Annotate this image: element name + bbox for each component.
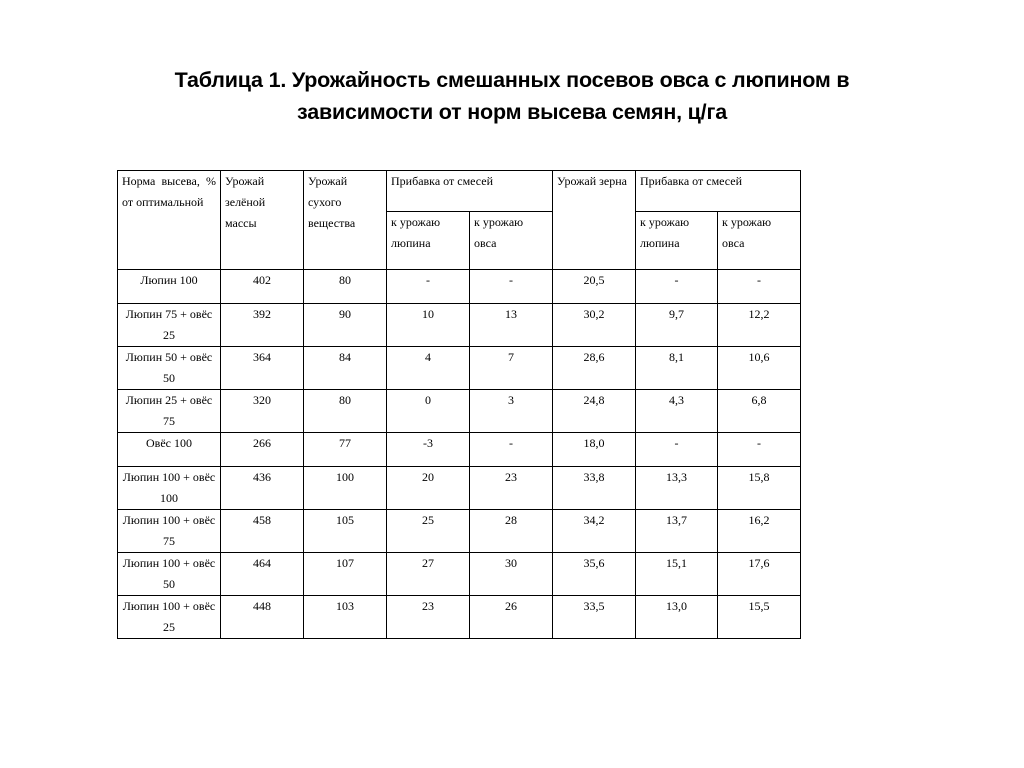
cell-gain-oats: 3 bbox=[470, 390, 553, 433]
cell-grain-gain-oats: - bbox=[718, 433, 801, 467]
cell-dry-matter: 100 bbox=[304, 467, 387, 510]
cell-green-mass: 436 bbox=[221, 467, 304, 510]
table-row bbox=[118, 304, 801, 347]
table-row bbox=[118, 553, 801, 596]
header-gain-grain: Прибавка от смесей bbox=[636, 171, 801, 212]
cell-gain-oats: 7 bbox=[470, 347, 553, 390]
cell-grain: 34,2 bbox=[553, 510, 636, 553]
cell-gain-lupin: 23 bbox=[387, 596, 470, 639]
table-row bbox=[118, 433, 801, 467]
cell-gain-oats: 13 bbox=[470, 304, 553, 347]
subheader-oats-2: к урожаю овса bbox=[718, 212, 801, 270]
cell-green-mass: 458 bbox=[221, 510, 304, 553]
page-title bbox=[100, 64, 924, 128]
row-name: Люпин 100 + овёс 50 bbox=[118, 553, 221, 596]
cell-grain-gain-lupin: 9,7 bbox=[636, 304, 718, 347]
cell-green-mass: 448 bbox=[221, 596, 304, 639]
cell-green-mass: 266 bbox=[221, 433, 304, 467]
header-norm: Норма высева, % от оптимальной bbox=[118, 171, 221, 270]
header-dry-matter: Урожай сухого вещества bbox=[304, 171, 387, 270]
subheader-oats-1: к урожаю овса bbox=[470, 212, 553, 270]
cell-dry-matter: 84 bbox=[304, 347, 387, 390]
cell-dry-matter: 90 bbox=[304, 304, 387, 347]
row-name: Люпин 100 + овёс 75 bbox=[118, 510, 221, 553]
cell-gain-lupin: - bbox=[387, 270, 470, 304]
cell-grain-gain-oats: 10,6 bbox=[718, 347, 801, 390]
table-row bbox=[118, 510, 801, 553]
cell-grain: 28,6 bbox=[553, 347, 636, 390]
title-line-2: зависимости от норм высева семян, ц/га bbox=[297, 100, 727, 124]
cell-gain-oats: 30 bbox=[470, 553, 553, 596]
cell-grain: 33,8 bbox=[553, 467, 636, 510]
cell-grain-gain-lupin: 13,3 bbox=[636, 467, 718, 510]
table-row bbox=[118, 270, 801, 304]
cell-green-mass: 364 bbox=[221, 347, 304, 390]
cell-gain-oats: 23 bbox=[470, 467, 553, 510]
cell-grain: 30,2 bbox=[553, 304, 636, 347]
cell-grain: 24,8 bbox=[553, 390, 636, 433]
cell-gain-lupin: 25 bbox=[387, 510, 470, 553]
header-grain: Урожай зерна bbox=[553, 171, 636, 270]
cell-grain-gain-oats: 17,6 bbox=[718, 553, 801, 596]
cell-grain: 20,5 bbox=[553, 270, 636, 304]
cell-dry-matter: 107 bbox=[304, 553, 387, 596]
cell-grain-gain-oats: 16,2 bbox=[718, 510, 801, 553]
row-name: Люпин 100 + овёс 25 bbox=[118, 596, 221, 639]
cell-grain-gain-lupin: 4,3 bbox=[636, 390, 718, 433]
cell-green-mass: 402 bbox=[221, 270, 304, 304]
cell-grain-gain-lupin: - bbox=[636, 433, 718, 467]
cell-dry-matter: 105 bbox=[304, 510, 387, 553]
table-row bbox=[118, 467, 801, 510]
cell-grain-gain-lupin: 15,1 bbox=[636, 553, 718, 596]
header-green-mass: Урожай зелёной массы bbox=[221, 171, 304, 270]
cell-gain-oats: - bbox=[470, 433, 553, 467]
table-row bbox=[118, 347, 801, 390]
cell-green-mass: 392 bbox=[221, 304, 304, 347]
cell-gain-lupin: 20 bbox=[387, 467, 470, 510]
cell-green-mass: 320 bbox=[221, 390, 304, 433]
cell-dry-matter: 77 bbox=[304, 433, 387, 467]
cell-dry-matter: 80 bbox=[304, 390, 387, 433]
cell-gain-oats: 28 bbox=[470, 510, 553, 553]
table-row bbox=[118, 390, 801, 433]
cell-dry-matter: 80 bbox=[304, 270, 387, 304]
row-name: Люпин 50 + овёс 50 bbox=[118, 347, 221, 390]
cell-gain-lupin: 27 bbox=[387, 553, 470, 596]
subheader-lupin-2: к урожаю люпина bbox=[636, 212, 718, 270]
cell-grain-gain-oats: - bbox=[718, 270, 801, 304]
cell-grain-gain-oats: 15,8 bbox=[718, 467, 801, 510]
cell-gain-oats: - bbox=[470, 270, 553, 304]
cell-gain-lupin: 4 bbox=[387, 347, 470, 390]
yield-table bbox=[117, 170, 801, 639]
cell-grain-gain-lupin: 13,0 bbox=[636, 596, 718, 639]
cell-grain-gain-oats: 12,2 bbox=[718, 304, 801, 347]
header-row bbox=[118, 171, 801, 212]
row-name: Люпин 100 bbox=[118, 270, 221, 304]
header-gain-dry: Прибавка от смесей bbox=[387, 171, 553, 212]
row-name: Овёс 100 bbox=[118, 433, 221, 467]
cell-grain: 33,5 bbox=[553, 596, 636, 639]
cell-grain-gain-lupin: - bbox=[636, 270, 718, 304]
subheader-lupin-1: к урожаю люпина bbox=[387, 212, 470, 270]
table-row bbox=[118, 596, 801, 639]
cell-grain-gain-lupin: 13,7 bbox=[636, 510, 718, 553]
cell-gain-lupin: 0 bbox=[387, 390, 470, 433]
cell-green-mass: 464 bbox=[221, 553, 304, 596]
title-line-1: Таблица 1. Урожайность смешанных посевов овса с люпином в bbox=[174, 68, 850, 92]
row-name: Люпин 100 + овёс 100 bbox=[118, 467, 221, 510]
cell-gain-oats: 26 bbox=[470, 596, 553, 639]
cell-dry-matter: 103 bbox=[304, 596, 387, 639]
row-name: Люпин 75 + овёс 25 bbox=[118, 304, 221, 347]
cell-grain: 35,6 bbox=[553, 553, 636, 596]
cell-grain-gain-oats: 6,8 bbox=[718, 390, 801, 433]
cell-grain-gain-lupin: 8,1 bbox=[636, 347, 718, 390]
cell-gain-lupin: -3 bbox=[387, 433, 470, 467]
cell-grain: 18,0 bbox=[553, 433, 636, 467]
cell-grain-gain-oats: 15,5 bbox=[718, 596, 801, 639]
row-name: Люпин 25 + овёс 75 bbox=[118, 390, 221, 433]
cell-gain-lupin: 10 bbox=[387, 304, 470, 347]
